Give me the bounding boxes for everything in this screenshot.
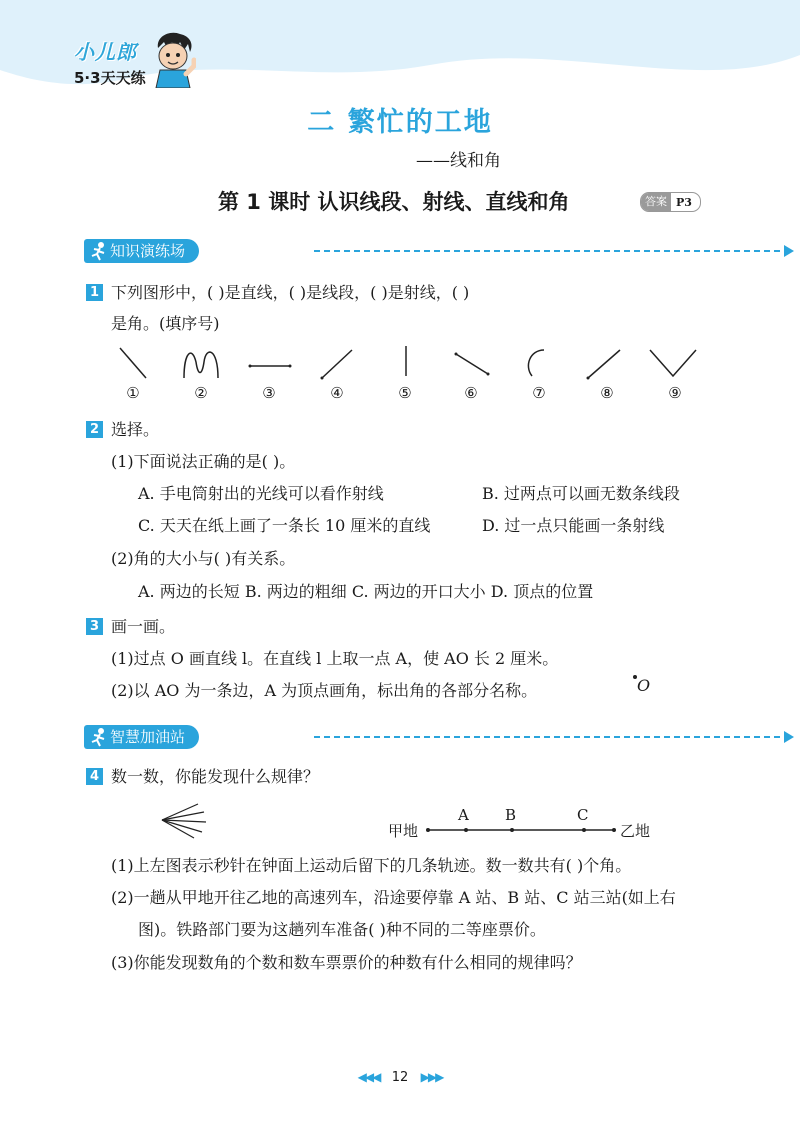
station-a: A	[458, 806, 469, 824]
shape-label-1: ①	[126, 384, 140, 402]
q4-title-line	[86, 766, 319, 788]
shape-8-ray	[587, 350, 621, 380]
q1-text-line2: 是角。(填序号)	[111, 314, 220, 333]
railway-line-figure	[426, 824, 618, 836]
q4-sub2-line2: 图)。铁路部门要为这趟列车准备( )种不同的二等座票价。	[138, 920, 546, 939]
brand-logo	[74, 36, 146, 88]
brand-name: 小儿郎	[74, 40, 137, 64]
station-c: C	[577, 806, 589, 824]
shape-7-curve	[528, 350, 544, 376]
footer-right-arrows: ▶▶▶	[420, 1070, 443, 1084]
q2-sub2-options: A. 两边的长短 B. 两边的粗细 C. 两边的开口大小 D. 顶点的位置	[138, 582, 594, 601]
q2-title-line	[86, 419, 159, 441]
page-footer	[0, 1070, 800, 1085]
runner-icon	[88, 727, 108, 747]
footer-left-arrows: ◀◀◀	[357, 1070, 380, 1084]
answer-tag	[640, 192, 701, 212]
shape-6-segment	[455, 353, 490, 376]
q2-sub1-option-a: A. 手电筒射出的光线可以看作射线	[138, 484, 384, 503]
section-practice-bar	[84, 238, 199, 264]
q3-title: 画一画。	[111, 617, 176, 636]
answer-page: P3	[676, 195, 692, 209]
station-jia: 甲地	[388, 822, 419, 840]
point-o-label: O	[637, 676, 651, 695]
shape-label-3: ③	[262, 384, 276, 402]
section-advanced-title: 智慧加油站	[84, 725, 199, 749]
q4-sub3: (3)你能发现数角的个数和数车票票价的种数有什么相同的规律吗？	[111, 953, 582, 972]
q2-sub1-option-b: B. 过两点可以画无数条线段	[482, 484, 680, 503]
q2-sub1-option-c: C. 天天在纸上画了一条长 10 厘米的直线	[138, 516, 431, 535]
shape-label-9: ⑨	[668, 384, 682, 402]
q4-sub1: (1)上左图表示秒针在钟面上运动后留下的几条轨迹。数一数共有( )个角。	[111, 856, 632, 875]
mascot-boy-icon	[150, 30, 196, 88]
shape-label-7: ⑦	[532, 384, 546, 402]
station-b: B	[505, 806, 517, 824]
q2-sub2: (2)角的大小与( )有关系。	[111, 549, 296, 568]
unit-subtitle: ——线和角	[416, 151, 501, 171]
shape-1-segment	[120, 348, 146, 378]
q2-number: 2	[86, 421, 103, 438]
q3-title-line	[86, 616, 175, 638]
q1-shapes	[100, 342, 710, 386]
q2-sub1: (1)下面说法正确的是( )。	[111, 452, 296, 471]
q3-number: 3	[86, 618, 103, 635]
shape-label-8: ⑧	[600, 384, 614, 402]
shape-label-6: ⑥	[464, 384, 478, 402]
shape-label-5: ⑤	[398, 384, 412, 402]
q2-sub1-option-d: D. 过一点只能画一条射线	[482, 516, 665, 535]
station-yi: 乙地	[620, 822, 651, 840]
runner-icon	[88, 241, 108, 261]
shape-label-4: ④	[330, 384, 344, 402]
shape-label-2: ②	[194, 384, 208, 402]
lesson-title: 第 1 课时 认识线段、射线、直线和角	[218, 190, 570, 214]
q1-number: 1	[86, 284, 103, 301]
q3-sub1: (1)过点 O 画直线 l。在直线 l 上取一点 A，使 AO 长 2 厘米。	[111, 649, 559, 668]
q4-sub2-line1: (2)一趟从甲地开往乙地的高速列车，沿途要停靠 A 站、B 站、C 站三站(如上右	[111, 888, 676, 907]
section-practice-title: 知识演练场	[84, 239, 199, 263]
q3-sub2: (2)以 AO 为一条边，A 为顶点画角，标出角的各部分名称。	[111, 681, 538, 700]
q1-line1	[86, 282, 469, 304]
section-advanced-bar	[84, 724, 199, 750]
brand-series: 5·3天天练	[74, 69, 146, 87]
shape-4-ray	[321, 350, 353, 380]
shape-2-curve	[184, 352, 218, 378]
clock-hand-traces-figure	[158, 800, 208, 840]
q4-title: 数一数，你能发现什么规律？	[111, 767, 320, 786]
unit-title: 二 繁忙的工地	[307, 107, 493, 138]
page-number: 12	[391, 1070, 409, 1085]
shape-3-segment	[249, 365, 292, 368]
q4-number: 4	[86, 768, 103, 785]
shape-9-angle	[650, 350, 696, 376]
q2-title: 选择。	[111, 420, 160, 439]
q1-text-line1: 下列图形中，( )是直线，( )是线段，( )是射线，( )	[111, 283, 470, 302]
answer-label: 答案	[641, 193, 671, 211]
